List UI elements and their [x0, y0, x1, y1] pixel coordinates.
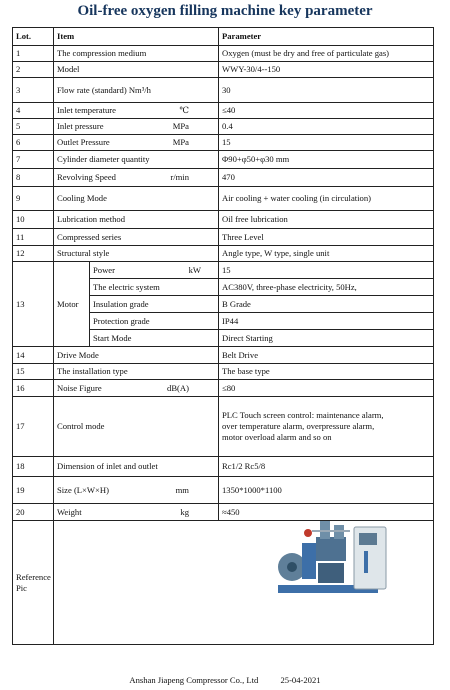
table-row [13, 46, 434, 62]
item-label: Structural style [57, 248, 110, 259]
lot-cell: 17 [13, 397, 54, 457]
item-label: Flow rate (standard) Nm³/h [57, 84, 151, 95]
item-label: Protection grade [93, 315, 150, 326]
item-cell: Control mode [54, 397, 219, 457]
lot-cell: 12 [13, 246, 54, 262]
item-cell [54, 347, 219, 364]
table-header [13, 28, 434, 46]
parameter-cell: Three Level [219, 229, 434, 246]
parameter-cell: 1350*1000*1100 [219, 477, 434, 504]
item-cell [54, 187, 219, 211]
parameter-cell: 0.4 [219, 119, 434, 135]
item-cell [90, 313, 219, 330]
item-cell [90, 279, 219, 296]
item-unit: ℃ [179, 105, 189, 116]
item-label: Insulation grade [93, 298, 149, 309]
parameter-cell: Direct Starting [219, 330, 434, 347]
table-row [13, 347, 434, 364]
table-row [13, 229, 434, 246]
table-row [13, 119, 434, 135]
parameter-cell: Rc1/2 Rc5/8 [219, 457, 434, 477]
header-item: Item [54, 28, 219, 46]
item-label: Weight [57, 506, 82, 517]
item-label: Outlet Pressure [57, 137, 110, 148]
item-cell [54, 119, 219, 135]
item-unit: r/min [170, 172, 189, 183]
item-cell [54, 135, 219, 151]
control-line: PLC Touch screen control: maintenance alarm, [222, 410, 384, 421]
control-line: over temperature alarm, overpressure alarm, [222, 421, 375, 432]
parameter-cell: Φ90+φ50+φ30 mm [219, 151, 434, 169]
item-label: The electric system [93, 281, 160, 292]
item-label: Lubrication method [57, 214, 126, 225]
lot-cell: 20 [13, 504, 54, 521]
parameter-cell: Oxygen (must be dry and free of particulate gas) [219, 46, 434, 62]
item-cell [54, 229, 219, 246]
item-label: Inlet temperature [57, 105, 116, 116]
parameter-cell: IP44 [219, 313, 434, 330]
table-row [13, 169, 434, 187]
item-cell [54, 477, 219, 504]
table-row [13, 135, 434, 151]
lot-cell: 5 [13, 119, 54, 135]
item-cell [54, 103, 219, 119]
parameter-cell: The base type [219, 364, 434, 380]
item-cell [54, 380, 219, 397]
lot-cell: 8 [13, 169, 54, 187]
parameter-cell: AC380V, three-phase electricity, 50Hz, [219, 279, 434, 296]
lot-cell: 18 [13, 457, 54, 477]
item-label: Cooling Mode [57, 193, 107, 204]
item-cell [54, 364, 219, 380]
lot-cell: 2 [13, 62, 54, 78]
table-row [13, 103, 434, 119]
item-cell [54, 78, 219, 103]
item-label: Revolving Speed [57, 172, 116, 183]
lot-cell: 16 [13, 380, 54, 397]
item-cell [54, 169, 219, 187]
parameter-cell: 470 [219, 169, 434, 187]
item-cell [54, 46, 219, 62]
table-row [13, 504, 434, 521]
parameter-cell: 15 [219, 262, 434, 279]
table-row [13, 380, 434, 397]
lot-cell: 9 [13, 187, 54, 211]
parameter-cell [219, 397, 434, 457]
item-label: The installation type [57, 366, 128, 377]
motor-row [13, 262, 434, 279]
item-label: Start Mode [93, 332, 132, 343]
lot-cell: 4 [13, 103, 54, 119]
footer [0, 675, 450, 685]
table-row [13, 211, 434, 229]
parameter-cell: 30 [219, 78, 434, 103]
parameter-cell: ≤80 [219, 380, 434, 397]
table-row [13, 397, 434, 457]
lot-cell: 10 [13, 211, 54, 229]
item-unit: mm [175, 484, 189, 495]
table-row [13, 457, 434, 477]
table-row [13, 62, 434, 78]
compressor-image [272, 521, 392, 602]
item-cell [54, 457, 219, 477]
parameter-cell: ≤40 [219, 103, 434, 119]
lot-cell: 11 [13, 229, 54, 246]
item-cell [54, 246, 219, 262]
parameter-table [12, 27, 434, 645]
item-cell [54, 62, 219, 78]
item-label: Cylinder diameter quantity [57, 154, 150, 165]
item-label: Inlet pressure [57, 121, 104, 132]
table-row [13, 78, 434, 103]
footer-company: Anshan Jiapeng Compressor Co., Ltd [129, 675, 259, 685]
parameter-cell: Angle type, W type, single unit [219, 246, 434, 262]
lot-cell: 19 [13, 477, 54, 504]
parameter-cell: Belt Drive [219, 347, 434, 364]
lot-cell: 15 [13, 364, 54, 380]
item-label: Noise Figure [57, 382, 102, 393]
parameter-cell: B Grade [219, 296, 434, 313]
reference-picture-cell [54, 521, 434, 645]
table-row [13, 246, 434, 262]
table-row [13, 187, 434, 211]
lot-cell: 3 [13, 78, 54, 103]
reference-row [13, 521, 434, 645]
item-label: Model [57, 64, 80, 75]
lot-cell: 13 [13, 262, 54, 347]
item-cell [54, 211, 219, 229]
item-label: Compressed series [57, 231, 122, 242]
table-row [13, 151, 434, 169]
lot-cell: 7 [13, 151, 54, 169]
parameter-cell: WWY-30/4--150 [219, 62, 434, 78]
item-unit: MPa [172, 121, 189, 132]
item-unit: MPa [172, 137, 189, 148]
motor-label: Motor [54, 262, 90, 347]
item-unit: kg [180, 506, 189, 517]
reference-label: Reference Pic [13, 521, 54, 645]
header-lot: Lot. [13, 28, 54, 46]
table-row [13, 364, 434, 380]
page-title: Oil-free oxygen filling machine key parameter [77, 3, 373, 19]
control-line: motor overload alarm and so on [222, 431, 332, 442]
item-label: The compression medium [57, 48, 147, 59]
item-cell [90, 262, 219, 279]
item-cell [54, 151, 219, 169]
parameter-cell: Air cooling + water cooling (in circulation) [219, 187, 434, 211]
item-cell [90, 330, 219, 347]
item-label: Power [93, 264, 115, 275]
lot-cell: 6 [13, 135, 54, 151]
parameter-cell: Oil free lubrication [219, 211, 434, 229]
footer-date: 25-04-2021 [280, 675, 321, 685]
item-cell [54, 504, 219, 521]
lot-cell: 14 [13, 347, 54, 364]
parameter-cell: 15 [219, 135, 434, 151]
item-label: Size (L×W×H) [57, 484, 109, 495]
parameter-cell: ≈450 [219, 504, 434, 521]
table-row [13, 477, 434, 504]
lot-cell: 1 [13, 46, 54, 62]
header-parameter: Parameter [219, 28, 434, 46]
item-unit: kW [188, 264, 201, 275]
item-label: Dimension of inlet and outlet [57, 461, 158, 472]
item-cell [90, 296, 219, 313]
item-unit: dB(A) [167, 382, 189, 393]
item-label: Drive Mode [57, 349, 99, 360]
